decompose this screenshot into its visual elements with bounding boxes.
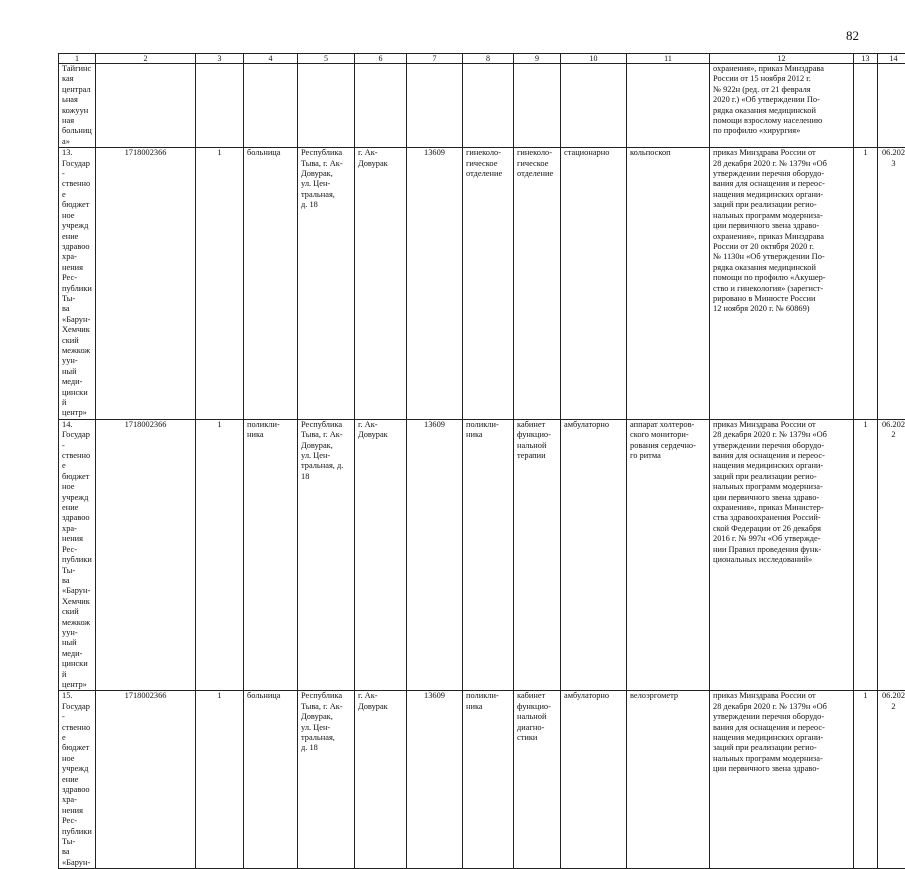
legal-basis-cell: приказ Минздрава России от 28 декабря 2020 г. № 1379н «Об утверждении перечня оборудо- вания для оснащения и переос- нащения медицинских органи- заций при реализации регио- нальных программ модерниза- ции первичного звена здраво- охранения», приказ Минздрава России от 20 октября 2020 г. № 1130н «Об утверждении По- рядка оказания медицинской помощи по профилю «Акушер- ство и гинекология» (зарегист- рировано в Минюсте России 12 ноября 2020 г. № 60869) [710,148,854,420]
legal-basis-cell: приказ Минздрава России от 28 декабря 2020 г. № 1379н «Об утверждении перечня оборудо- вания для оснащения и переос- нащения медицинских органи- заций при реализации регио- нальных программ модерниза- ции первичного звена здраво- охранения», приказ Министер- ства здравоохранения Россий- ской Федерации от 26 декабря 2016 г. № 997н «Об утвержде- нии Правил проведения функ- циональных исследований» [710,419,854,691]
quantity-cell: 1 [854,148,878,420]
org-name-cell: 13. Государ- ственное бюджетное учреждение здравоохра- нения Рес- публики Ты- ва «Барун- Хемчикский межкожуун- ный меди- цинский центр» [59,148,96,420]
oktmo-cell: 13609 [407,148,463,420]
column-number: 10 [561,54,627,64]
org-name-cell: 14. Государ- ственное бюджетное учреждение здравоохра- нения Рес- публики Ты- ва «Барун- Хемчикский межкожуун- ный меди- цинский центр» [59,419,96,691]
count-cell: 1 [196,691,244,869]
locality-cell: г. Ак- Довурак [355,148,407,420]
care-condition-cell [561,64,627,148]
address-cell [298,64,355,148]
quantity-cell: 1 [854,691,878,869]
date-cell [878,64,905,148]
column-number: 12 [710,54,854,64]
column-number: 14 [878,54,905,64]
facility-type-cell [244,64,298,148]
count-cell: 1 [196,148,244,420]
oktmo-cell [407,64,463,148]
care-condition-cell: амбулаторно [561,691,627,869]
facility-type-cell: больница [244,691,298,869]
room-cell [514,64,561,148]
column-number: 5 [298,54,355,64]
column-number: 6 [355,54,407,64]
address-cell: Республика Тыва, г. Ак- Довурак, ул. Цен- тральная, д. 18 [298,419,355,691]
column-number: 2 [96,54,196,64]
count-cell: 1 [196,419,244,691]
column-number: 13 [854,54,878,64]
table-row [59,691,905,869]
equipment-cell [627,64,710,148]
column-number: 11 [627,54,710,64]
org-name-cell: 15. Государ- ственное бюджетное учреждение здравоохра- нения Рес- публики Ты- ва «Барун- [59,691,96,869]
equipment-cell: аппарат холтеров- ского монитори- рования сердечно- го ритма [627,419,710,691]
address-cell: Республика Тыва, г. Ак- Довурак, ул. Цен- тральная, д. 18 [298,148,355,420]
equipment-cell: кольпоскоп [627,148,710,420]
column-number-row [59,54,905,64]
oktmo-cell: 13609 [407,419,463,691]
table-row [59,148,905,420]
oktmo-cell: 13609 [407,691,463,869]
inn-cell: 1718002366 [96,148,196,420]
department-cell: поликли- ника [463,419,514,691]
equipment-cell: велоэргометр [627,691,710,869]
column-number: 3 [196,54,244,64]
department-cell: гинеколо- гическое отделение [463,148,514,420]
date-cell: 06.2022 [878,691,905,869]
room-cell: кабинет функцио- нальной диагно- стики [514,691,561,869]
inn-cell: 1718002366 [96,691,196,869]
facility-type-cell: поликли- ника [244,419,298,691]
column-number: 1 [59,54,96,64]
date-cell: 06.2023 [878,148,905,420]
department-cell: поликли- ника [463,691,514,869]
quantity-cell [854,64,878,148]
page-number: 82 [846,28,859,44]
legal-basis-cell: охранения», приказ Минздрава России от 15 ноября 2012 г. № 922н (ред. от 21 февраля 2020 г.) «Об утверждении По- рядка оказания медицинской помощи взрослому населению по профилю «хирургия» [710,64,854,148]
quantity-cell: 1 [854,419,878,691]
equipment-table [58,53,905,869]
facility-type-cell: больница [244,148,298,420]
table-row [59,419,905,691]
org-name-cell: Тайгинская центральная кожуунная больница» [59,64,96,148]
legal-basis-cell: приказ Минздрава России от 28 декабря 2020 г. № 1379н «Об утверждении перечня оборудо- вания для оснащения и переос- нащения медицинских органи- заций при реализации регио- нальных программ модерниза- ции первичного звена здраво- [710,691,854,869]
locality-cell: г. Ак- Довурак [355,419,407,691]
column-number: 8 [463,54,514,64]
locality-cell [355,64,407,148]
care-condition-cell: амбулаторно [561,419,627,691]
date-cell: 06.2022 [878,419,905,691]
column-number: 9 [514,54,561,64]
address-cell: Республика Тыва, г. Ак- Довурак, ул. Цен- тральная, д. 18 [298,691,355,869]
department-cell [463,64,514,148]
column-number: 4 [244,54,298,64]
inn-cell [96,64,196,148]
locality-cell: г. Ак- Довурак [355,691,407,869]
room-cell: гинеколо- гическое отделение [514,148,561,420]
table-row [59,64,905,148]
room-cell: кабинет функцио- нальной терапии [514,419,561,691]
care-condition-cell: стационарно [561,148,627,420]
count-cell [196,64,244,148]
column-number: 7 [407,54,463,64]
inn-cell: 1718002366 [96,419,196,691]
